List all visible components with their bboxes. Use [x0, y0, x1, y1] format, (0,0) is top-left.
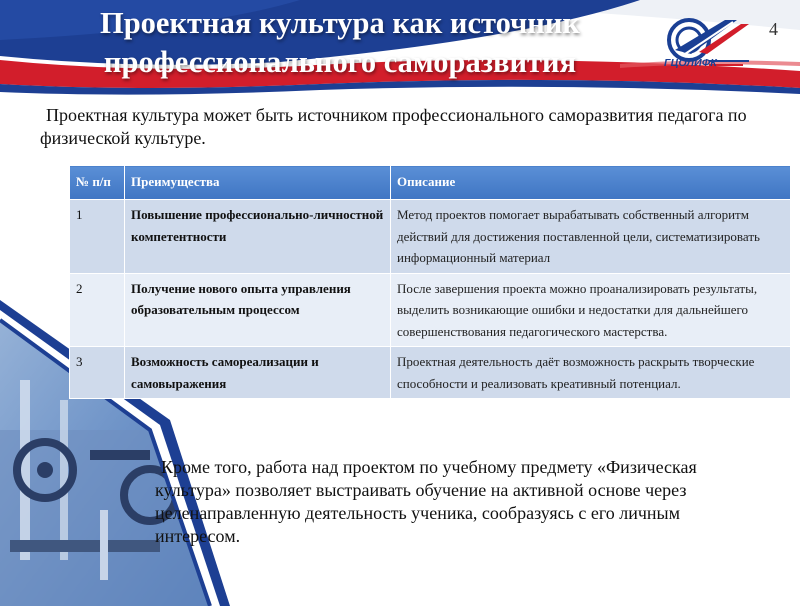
row-number: 1	[70, 200, 125, 274]
row-number: 2	[70, 273, 125, 347]
row-advantage: Повышение профессионально-личностной компетентности	[125, 200, 391, 274]
outro-text: Кроме того, работа над проектом по учебному предмету «Физическая культура» позволяет выстраивать обучение на активной основе через целенаправленную деятельность ученика, сообразуясь с его личным интересом.	[155, 457, 697, 546]
row-description: После завершения проекта можно проанализировать результаты, выделить возникающие ошибки и недостатки для дальнейшего совершенствования педагогического мастерства.	[391, 273, 791, 347]
table-row	[70, 347, 791, 399]
title-line-1: Проектная культура как источник	[100, 6, 580, 40]
page-number: 4	[769, 19, 778, 39]
title-line-2: профессионального саморазвития	[103, 45, 577, 79]
row-description: Метод проектов помогает вырабатывать собственный алгоритм действий для достижения поставленной цели, систематизировать информационный материал	[391, 200, 791, 274]
row-advantage: Возможность самореализации и самовыражения	[125, 347, 391, 399]
intro-paragraph	[40, 104, 760, 150]
row-advantage: Получение нового опыта управления образовательным процессом	[125, 273, 391, 347]
table-header-row	[70, 166, 791, 200]
row-number: 3	[70, 347, 125, 399]
row-description: Проектная деятельность даёт возможность раскрыть творческие способности и реализовать креативный потенциал.	[391, 347, 791, 399]
table-row	[70, 273, 791, 347]
intro-text: Проектная культура может быть источником профессионального саморазвития педагога по физической культуре.	[40, 105, 747, 148]
header-number: № п/п	[70, 166, 125, 200]
slide-title	[40, 4, 640, 82]
university-logo-text: ГЦОЛИФК	[664, 57, 717, 69]
advantages-table	[69, 165, 791, 399]
table-row	[70, 200, 791, 274]
outro-paragraph	[155, 456, 755, 548]
header-description: Описание	[391, 166, 791, 200]
header-advantages: Преимущества	[125, 166, 391, 200]
